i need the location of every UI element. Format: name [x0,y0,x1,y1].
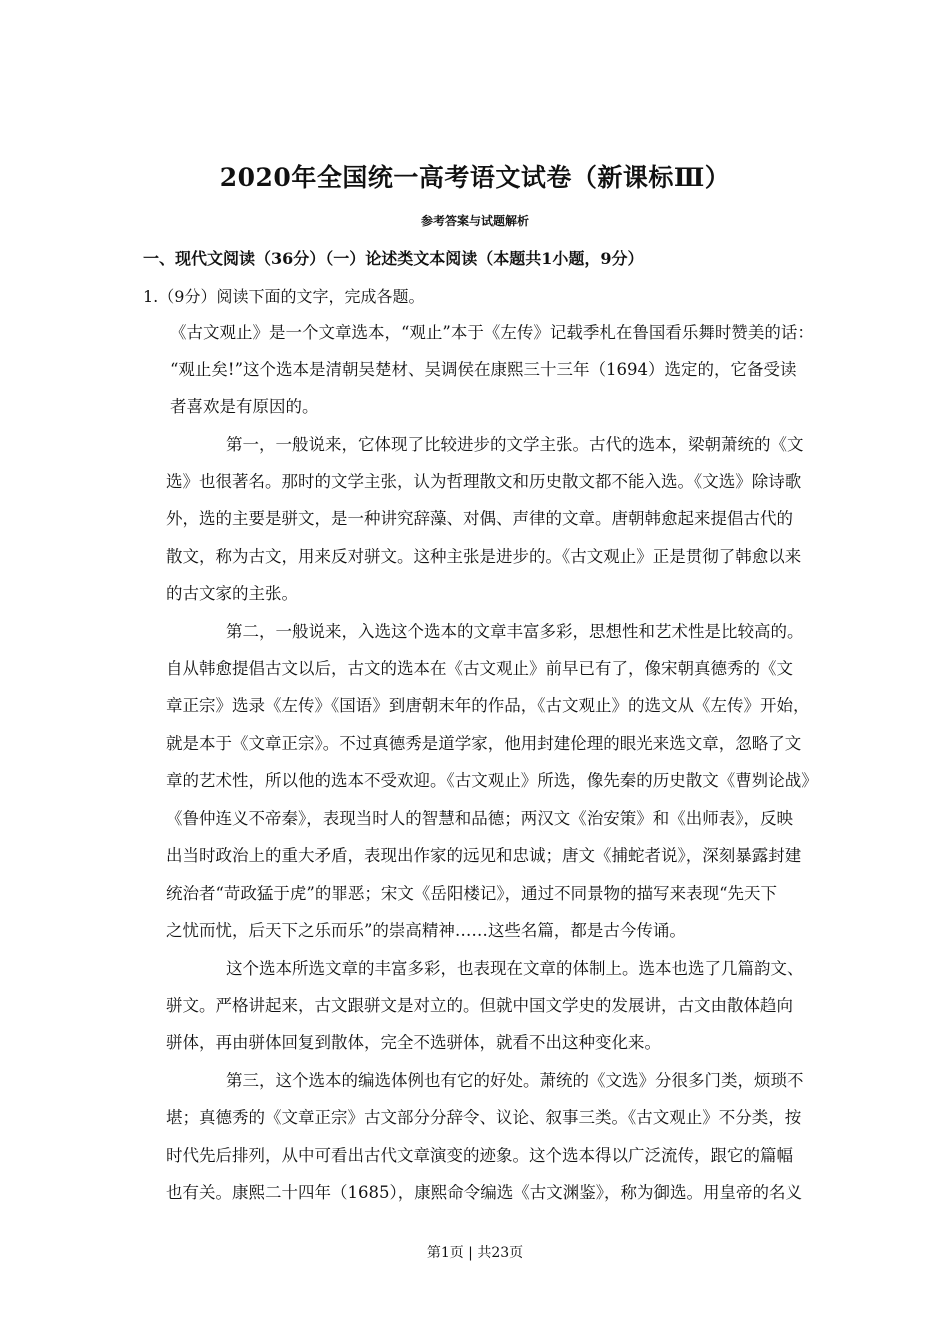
page-indicator: 第1页 | 共23页 [426,1245,524,1261]
passage-line: 骈体，再由骈体回复到散体，完全不选骈体，就看不出这种变化来。 [166,1033,661,1052]
document-subtitle: 参考答案与试题解析 [420,214,529,228]
passage-line: 第一，一般说来，它体现了比较进步的文学主张。古代的选本，梁朝萧统的《文 [226,435,804,454]
question-label: 1.（9分）阅读下面的文字，完成各题。 [143,287,425,306]
passage-line: 堪；真德秀的《文章正宗》古文部分分辞令、议论、叙事三类。《古文观止》不分类，按 [166,1108,802,1127]
passage-line: 统治者“苛政猛于虎”的罪恶；宋文《岳阳楼记》，通过不同景物的描写来表现“先天下 [166,884,778,903]
passage-line: 外，选的主要是骈文，是一种讲究辞藻、对偶、声律的文章。唐朝韩愈起来提倡古代的 [166,509,793,528]
passage-line: 骈文。严格讲起来，古文跟骈文是对立的。但就中国文学史的发展讲，古文由散体趋向 [166,996,793,1015]
passage-line: 出当时政治上的重大矛盾，表现出作家的远见和忠诚；唐文《捕蛇者说》，深刻暴露封建 [166,846,802,865]
passage-line: 这个选本所选文章的丰富多彩，也表现在文章的体制上。选本也选了几篇韵文、 [226,959,804,978]
passage-line: 章正宗》选录《左传》《国语》到唐朝末年的作品，《古文观止》的选文从《左传》开始， [166,696,810,715]
passage-line: 自从韩愈提倡古文以后，古文的选本在《古文观止》前早已有了，像宋朝真德秀的《文 [166,659,793,678]
section-heading: 一、现代文阅读（36分）（一）论述类文本阅读（本题共1小题，9分） [143,249,644,268]
passage-line: 选》也很著名。那时的文学主张，认为哲理散文和历史散文都不能入选。《文选》除诗歌 [166,472,802,491]
passage-line: 时代先后排列，从中可看出古代文章演变的迹象。这个选本得以广泛流传，跟它的篇幅 [166,1146,793,1165]
passage-line: 第二，一般说来，入选这个选本的文章丰富多彩，思想性和艺术性是比较高的。 [226,622,804,641]
passage-line: 章的艺术性，所以他的选本不受欢迎。《古文观止》所选，像先秦的历史散文《曹刿论战》 [166,771,818,790]
passage-line: 也有关。康熙二十四年（1685），康熙命令编选《古文渊鉴》，称为御选。用皇帝的名义 [166,1183,802,1202]
passage-line: 《古文观止》是一个文章选本，“观止”本于《左传》记载季札在鲁国看乐舞时赞美的话： [170,323,814,342]
passage-line: 之忧而忧，后天下之乐而乐”的崇高精神……这些名篇，都是古今传诵。 [166,921,686,940]
passage-line: 的古文家的主张。 [166,584,298,603]
passage-line: 就是本于《文章正宗》。不过真德秀是道学家，他用封建伦理的眼光来选文章，忽略了文 [166,734,802,753]
passage-line: 《鲁仲连义不帝秦》，表现当时人的智慧和品德；两汉文《治安策》和《出师表》，反映 [166,809,793,828]
passage-line: 者喜欢是有原因的。 [170,397,319,416]
passage-line: 第三，这个选本的编选体例也有它的好处。萧统的《文选》分很多门类，烦琐不 [226,1071,804,1090]
passage-line: “观止矣!”这个选本是清朝吴楚材、吴调侯在康熙三十三年（1694）选定的，它备受读 [170,360,797,379]
passage-line: 散文，称为古文，用来反对骈文。这种主张是进步的。《古文观止》正是贯彻了韩愈以来 [166,547,802,566]
document-title: 2020年全国统一高考语文试卷（新课标Ⅲ） [219,163,731,192]
